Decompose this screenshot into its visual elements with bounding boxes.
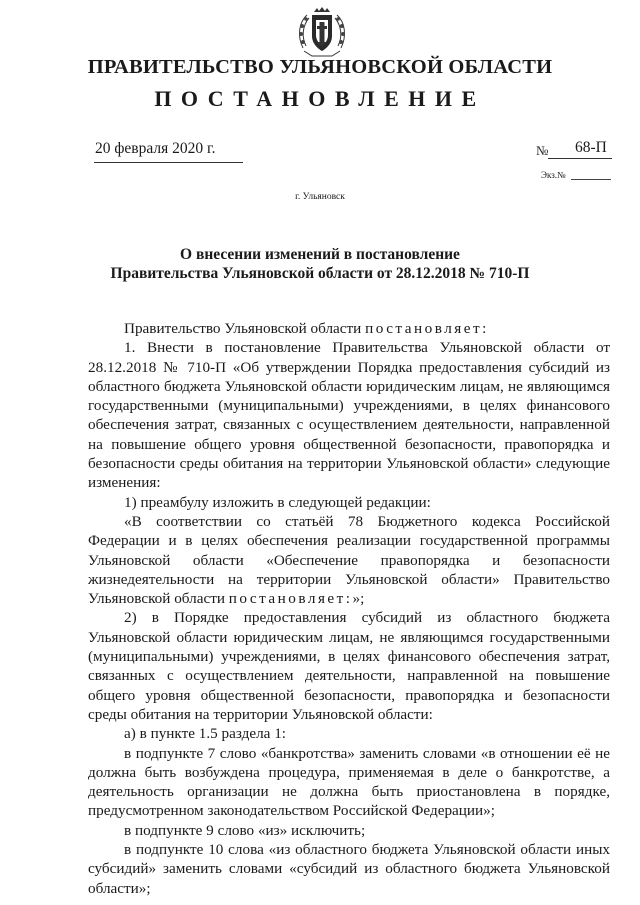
- document-body: [88, 319, 610, 898]
- document-number: 68-П: [575, 139, 607, 156]
- body-paragraph: в подпункте 7 слово «банкротства» заменить словами «в отношении её не должна быть возбуждена процедура, применяемая в деле о банкротстве, а деятельность организации не должна быть приостановлена в порядке, предусмотренном законодательством Российской Федерации»;: [88, 744, 610, 820]
- document-type: ПОСТАНОВЛЕНИЕ: [154, 86, 486, 111]
- government-name: ПРАВИТЕЛЬСТВО УЛЬЯНОВСКОЙ ОБЛАСТИ: [87, 56, 553, 78]
- new-preamble-text: «В соответствии со статьёй 78 Бюджетного кодекса Российской Федерации и в целях обеспечения реализации государственной программы Ульяновской области «Обеспечение правопорядка и безопасности жизнедеятельности на территории Ульяновской области» Правительство Ульяновской области: [88, 512, 610, 608]
- body-paragraph: в подпункте 9 слово «из» исключить;: [124, 821, 366, 839]
- body-paragraph: 2) в Порядке предоставления субсидий из областного бюджета Ульяновской области юридическим лицам, не являющимся государственными (муниципальными) учреждениями, в целях финансового обеспечения затрат, связанных с осуществлением деятельности, направленной на повышение общего уровня общественной безопасности, правопорядка и безопасности среды обитания на территории Ульяновской области:: [88, 609, 610, 723]
- document-date: 20 февраля 2020 г.: [95, 140, 216, 157]
- subject-line-1: О внесении изменений в постановление: [180, 246, 460, 263]
- date-underline: [94, 162, 243, 163]
- copy-number-underline: [571, 179, 611, 180]
- number-sign: №: [536, 143, 549, 158]
- body-paragraph: 1) преамбулу изложить в следующей редакции:: [124, 493, 431, 511]
- copy-number-label: Экз.№: [541, 170, 566, 180]
- body-paragraph: 1. Внести в постановление Правительства Ульяновской области от 28.12.2018 № 710-П «Об утверждении Порядка предоставления субсидий из областного бюджета Ульяновской области юридическим лицам, не являющимся государственными (муниципальными) учреждениями, в целях финансового обеспечения затрат, связанных с осуществлением деятельности, направленной на повышение общего уровня общественной безопасности, правопорядка и безопасности среды обитания на территории Ульяновской области» следующие изменения:: [88, 339, 610, 492]
- decree-word: постановляет:: [228, 590, 353, 608]
- body-paragraph: в подпункте 10 слова «из областного бюджета Ульяновской области иных субсидий» заменить словами «субсидий из областного бюджета Ульяновской области»;: [88, 841, 610, 897]
- subject-line-2: Правительства Ульяновской области от 28.12.2018 № 710-П: [110, 265, 530, 282]
- quote-close: »;: [352, 590, 365, 608]
- preamble-text: Правительство Ульяновской области: [124, 320, 366, 337]
- body-paragraph: а) в пункте 1.5 раздела 1:: [124, 725, 287, 743]
- body-paragraph: [88, 319, 610, 338]
- document-subject: [0, 245, 640, 283]
- decree-word: постановляет:: [365, 320, 489, 337]
- city-name: г. Ульяновск: [295, 192, 345, 202]
- number-underline: [548, 158, 612, 159]
- body-paragraph: [88, 512, 610, 608]
- coat-of-arms-emblem: [294, 6, 350, 60]
